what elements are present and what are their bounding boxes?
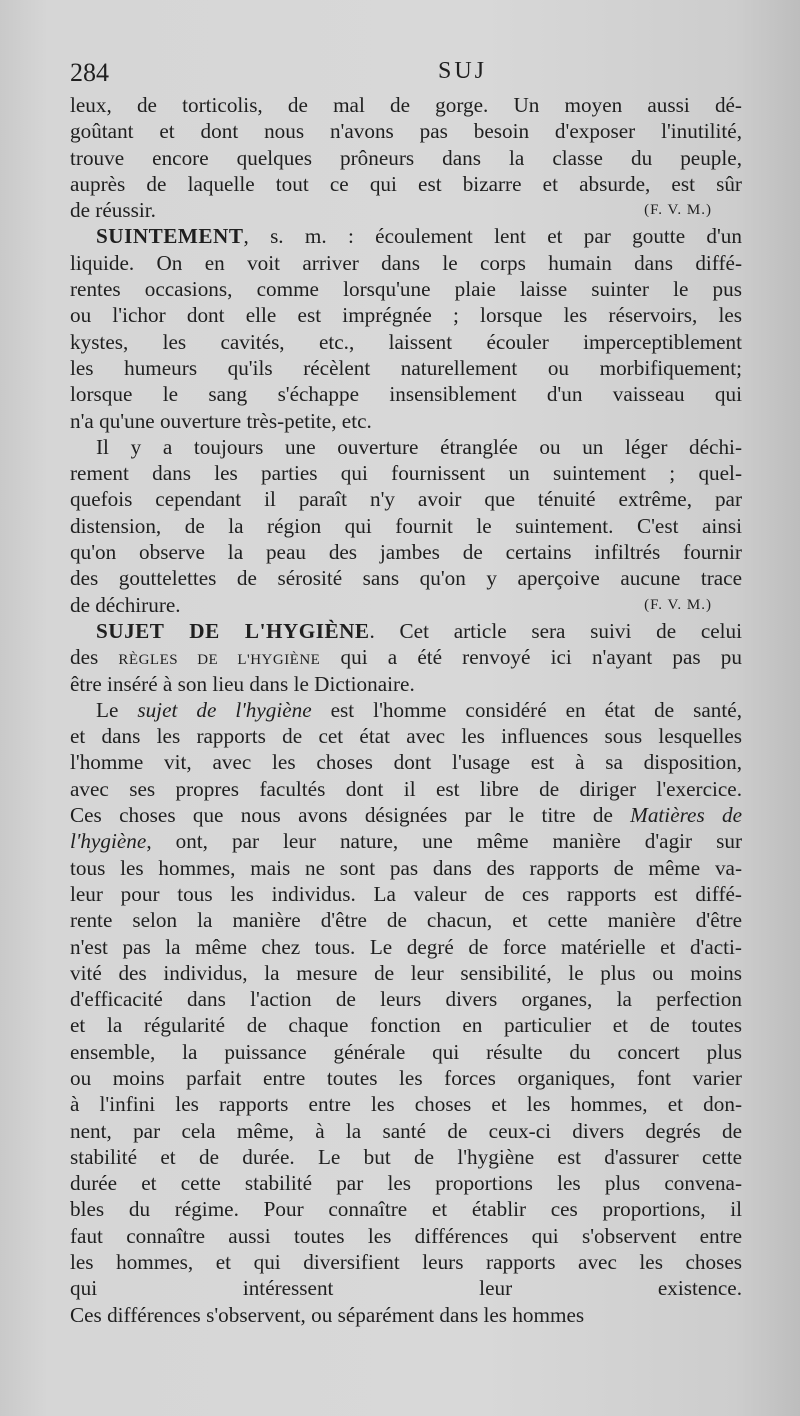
text-line: trouve encore quelques prôneurs dans la classe du peuple, bbox=[70, 145, 742, 170]
italic-term: Matières de bbox=[630, 803, 742, 828]
text-line bbox=[70, 828, 742, 854]
line-text: de déchirure. bbox=[70, 592, 181, 617]
text-line: ensemble, la puissance générale qui résulte du concert plus bbox=[70, 1039, 742, 1064]
text-line: ou moins parfait entre toutes les forces organiques, font varier bbox=[70, 1065, 742, 1090]
text-line: distension, de la région qui fournit le suintement. C'est ainsi bbox=[70, 513, 742, 538]
text-line: tous les hommes, mais ne sont pas dans des rapports de même va- bbox=[70, 855, 742, 880]
entry-headword: SUINTEMENT bbox=[96, 224, 244, 249]
text-line: n'a qu'une ouverture très-petite, etc. bbox=[70, 408, 372, 433]
text-line: rente selon la manière d'être de chacun, et cette manière d'être bbox=[70, 908, 742, 933]
small-caps-reference: RÈGLES DE L'HYGIÈNE bbox=[118, 652, 321, 669]
text-line: les hommes, et qui diversifient leurs rapports avec les choses bbox=[70, 1250, 742, 1275]
page-number: 284 bbox=[70, 58, 109, 87]
text-line: qui intéressent leur existence. bbox=[70, 1276, 742, 1301]
text-line bbox=[70, 697, 742, 723]
line-text: est l'homme considéré en état de santé, bbox=[311, 697, 742, 722]
text-line: être inséré à son lieu dans le Dictionaire. bbox=[70, 671, 415, 696]
author-signature: (F. V. M.) bbox=[644, 202, 712, 219]
line-text: Ces choses que nous avons désignées par le titre de bbox=[70, 803, 631, 828]
text-line: quefois cependant il paraît n'y avoir que ténuité extrême, par bbox=[70, 487, 742, 512]
page-header bbox=[70, 58, 750, 94]
page-body bbox=[70, 92, 742, 1354]
text-line: d'efficacité dans l'action de leurs divers organes, la perfection bbox=[70, 987, 742, 1012]
text-line: à l'infini les rapports entre les choses et les hommes, et don- bbox=[70, 1092, 742, 1117]
text-line: qu'on observe la peau des jambes de certains infiltrés fournir bbox=[70, 540, 742, 565]
running-head: SUJ bbox=[438, 58, 488, 84]
text-line: goûtant et dont nous n'avons pas besoin d'exposer l'inutilité, bbox=[70, 119, 742, 144]
text-line: durée et cette stabilité par les proportions les plus convena- bbox=[70, 1171, 742, 1196]
italic-term: l'hygiène bbox=[70, 829, 147, 854]
text-line: rement dans les parties qui fournissent un suintement ; quel- bbox=[70, 461, 742, 486]
text-line: nent, par cela même, à la santé de ceux-ci divers degrés de bbox=[70, 1118, 742, 1143]
text-line: lorsque le sang s'échappe insensiblement d'un vaisseau qui bbox=[70, 382, 742, 407]
text-line: des gouttelettes de sérosité sans qu'on y aperçoive aucune trace bbox=[70, 566, 742, 591]
text-line: faut connaître aussi toutes les différences qui s'observent entre bbox=[70, 1223, 742, 1248]
text-line: n'est pas la même chez tous. Le degré de force matérielle et d'acti- bbox=[70, 934, 742, 959]
text-line: et dans les rapports de cet état avec les influences sous lesquelles bbox=[70, 724, 742, 749]
text-line: ou l'ichor dont elle est imprégnée ; lorsque les réservoirs, les bbox=[70, 303, 742, 328]
line-text: , s. m. : écoulement lent et par goutte d'un bbox=[243, 224, 742, 249]
text-line: et la régularité de chaque fonction en particulier et de toutes bbox=[70, 1013, 742, 1038]
line-text: qui a été renvoyé ici n'ayant pas pu bbox=[320, 645, 742, 670]
text-line bbox=[70, 644, 742, 670]
text-line: stabilité et de durée. Le but de l'hygiène est d'assurer cette bbox=[70, 1144, 742, 1169]
text-line: Il y a toujours une ouverture étranglée ou un léger déchi- bbox=[96, 434, 742, 459]
text-line: auprès de laquelle tout ce qui est bizarre et absurde, est sûr bbox=[70, 171, 742, 196]
line-text: , ont, par leur nature, une même manière d'agir sur bbox=[146, 829, 742, 854]
text-line bbox=[70, 197, 742, 223]
line-text: de réussir. bbox=[70, 198, 156, 223]
text-line: leux, de torticolis, de mal de gorge. Un moyen aussi dé- bbox=[70, 93, 742, 117]
entry-line bbox=[70, 223, 742, 249]
text-line: kystes, les cavités, etc., laissent écouler imperceptiblement bbox=[70, 329, 742, 354]
text-line bbox=[70, 592, 742, 618]
text-line: leur pour tous les individus. La valeur de ces rapports est diffé- bbox=[70, 881, 742, 906]
entry-headword: SUJET DE L'HYGIÈNE bbox=[96, 618, 370, 643]
entry-line bbox=[70, 618, 742, 644]
line-text: Le bbox=[96, 697, 138, 722]
text-line: bles du régime. Pour connaître et établir ces proportions, il bbox=[70, 1197, 742, 1222]
text-line: Ces différences s'observent, ou séparément dans les hommes bbox=[70, 1302, 585, 1327]
text-line: les humeurs qu'ils récèlent naturellement ou morbifiquement; bbox=[70, 355, 742, 380]
text-line: liquide. On en voit arriver dans le corps humain dans diffé- bbox=[70, 250, 742, 275]
text-line: l'homme vit, avec les choses dont l'usage est à sa disposition, bbox=[70, 750, 742, 775]
text-line: vité des individus, la mesure de leur sensibilité, le plus ou moins bbox=[70, 960, 742, 985]
text-line: rentes occasions, comme lorsqu'une plaie laisse suinter le pus bbox=[70, 277, 742, 302]
italic-term: sujet de l'hygiène bbox=[137, 697, 312, 722]
line-text: . Cet article sera suivi de celui bbox=[369, 618, 742, 643]
text-line bbox=[70, 1328, 742, 1354]
text-line bbox=[70, 802, 742, 828]
author-signature: (F. V. M.) bbox=[644, 596, 712, 613]
text-line: avec ses propres facultés dont il est libre de diriger l'exercice. bbox=[70, 776, 742, 801]
line-text: des bbox=[70, 645, 119, 670]
